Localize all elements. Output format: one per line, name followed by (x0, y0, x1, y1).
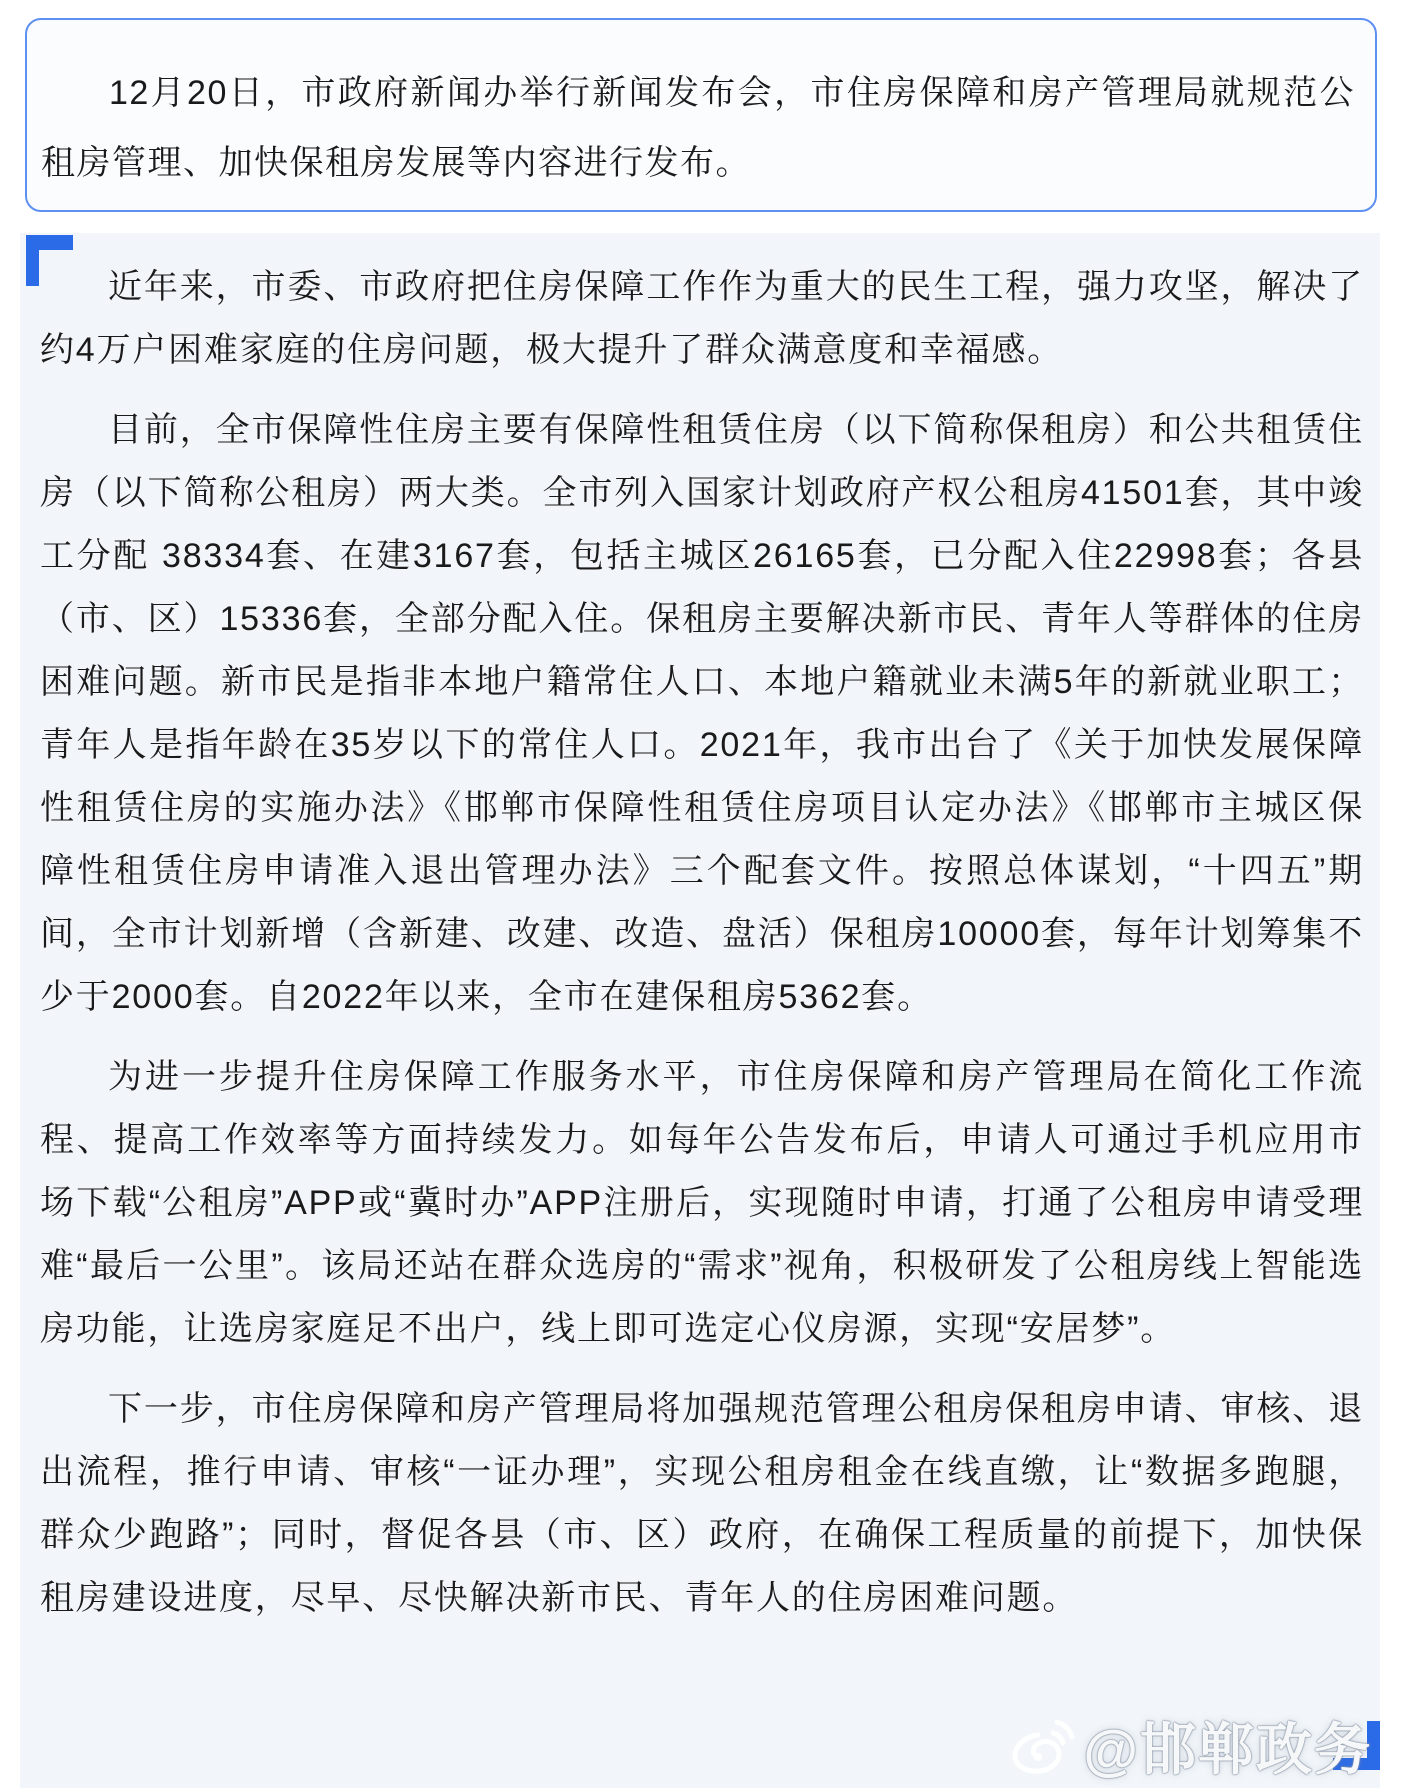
intro-text: 12月20日，市政府新闻办举行新闻发布会，市住房保障和房产管理局就规范公租房管理、加快保租房发展等内容进行发布。 (41, 74, 1355, 182)
paragraph-1: 近年来，市委、市政府把住房保障工作作为重大的民生工程，强力攻坚，解决了约4万户困难家庭的住房问题，极大提升了群众满意度和幸福感。 (40, 268, 1364, 369)
paragraph-3: 为进一步提升住房保障工作服务水平，市住房保障和房产管理局在简化工作流程、提高工作效率等方面持续发力。如每年公告发布后，申请人可通过手机应用市场下载“公租房”APP或“冀时办”APP注册后，实现随时申请，打通了公租房申请受理难“最后一公里”。该局还站在群众选房的“需求”视角，积极研发了公租房线上智能选房功能，让选房家庭足不出户，线上即可选定心仪房源，实现“安居梦”。 (40, 1058, 1364, 1348)
article-body (20, 233, 1380, 1788)
watermark-handle: @邯郸政务 (1083, 1718, 1372, 1781)
paragraph-2: 目前，全市保障性住房主要有保障性租赁住房（以下简称保租房）和公共租赁住房（以下简称公租房）两大类。全市列入国家计划政府产权公租房41501套，其中竣工分配 38334套、在建3167套，包括主城区26165套，已分配入住22998套；各县（市、区）15336套，全部分配入住。保租房主要解决新市民、青年人等群体的住房困难问题。新市民是指非本地户籍常住人口、本地户籍就业未满5年的新就业职工；青年人是指年龄在35岁以下的常住人口。2021年，我市出台了《关于加快发展保障性租赁住房的实施办法》《邯郸市保障性租赁住房项目认定办法》《邯郸市主城区保障性租赁住房申请准入退出管理办法》三个配套文件。按照总体谋划，“十四五”期间，全市计划新增（含新建、改建、改造、盘活）保租房10000套，每年计划筹集不少于2000套。自2022年以来，全市在建保租房5362套。 (40, 411, 1364, 1016)
quote-corner-top-left-icon (26, 235, 73, 286)
paragraph-4: 下一步，市住房保障和房产管理局将加强规范管理公租房保租房申请、审核、退出流程，推行申请、审核“一证办理”，实现公租房租金在线直缴，让“数据多跑腿，群众少跑路”；同时，督促各县（市、区）政府，在确保工程质量的前提下，加快保租房建设进度，尽早、尽快解决新市民、青年人的住房困难问题。 (40, 1390, 1364, 1617)
weibo-icon (1011, 1717, 1075, 1775)
intro-box (25, 18, 1377, 212)
watermark (1011, 1706, 1372, 1786)
